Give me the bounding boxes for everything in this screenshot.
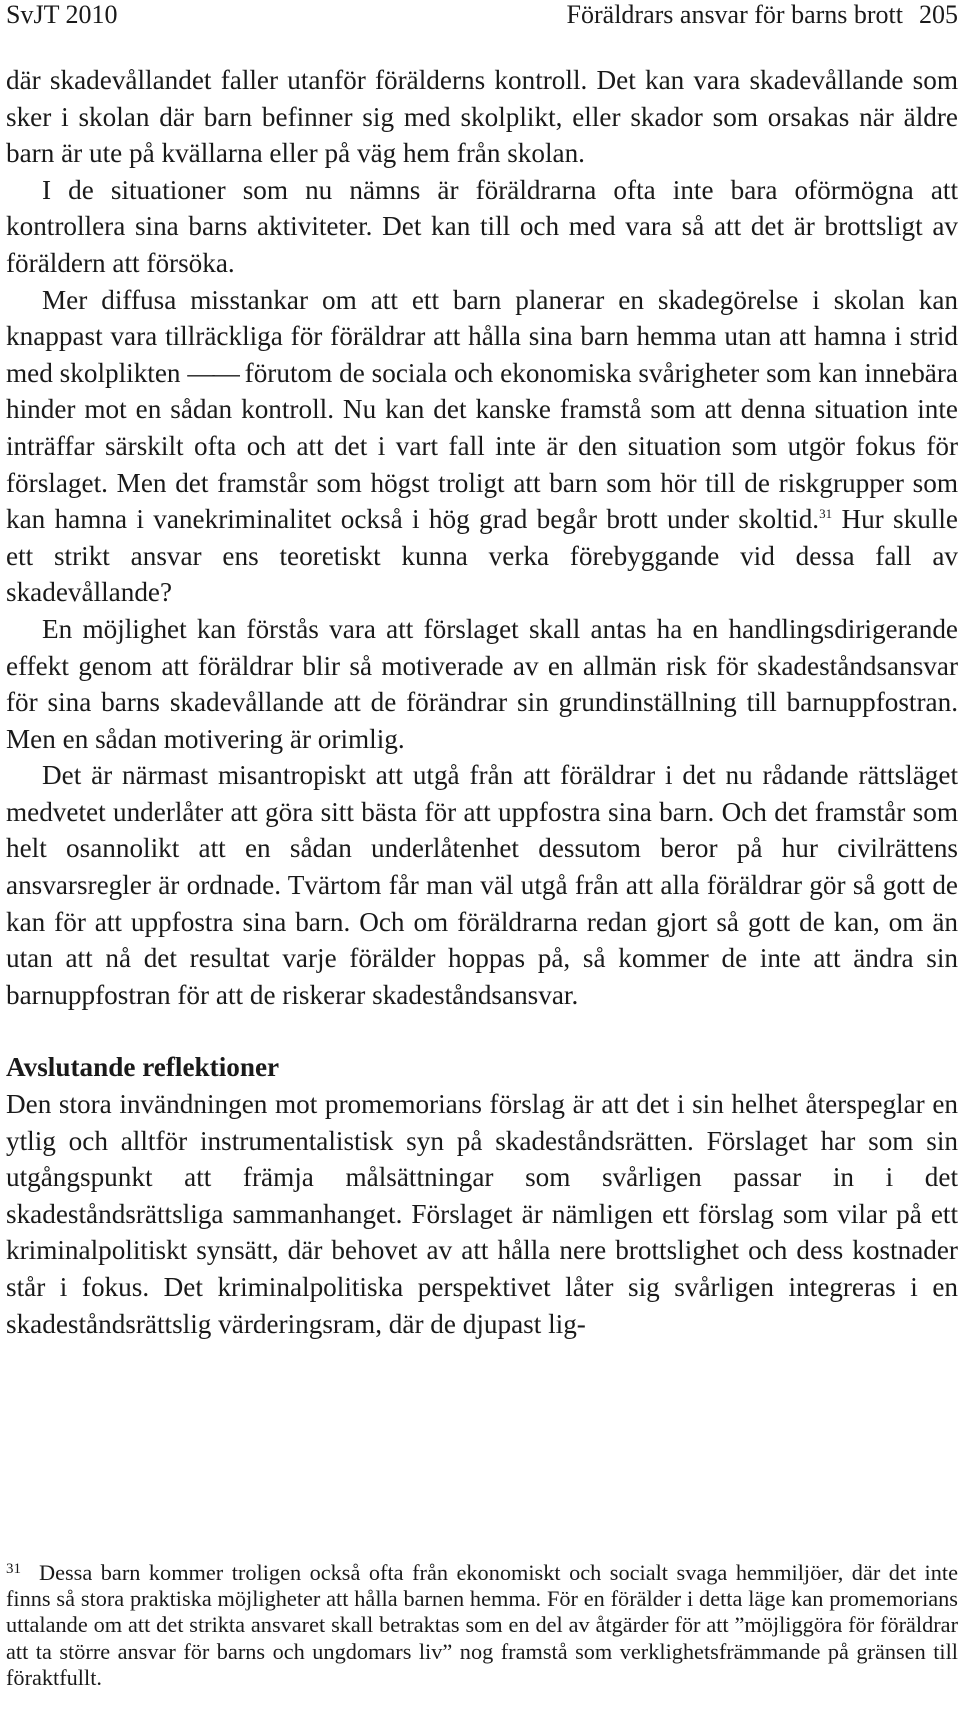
page-number: 205 bbox=[919, 0, 958, 29]
footnote-31 bbox=[6, 1560, 958, 1691]
paragraph-4: En möjlighet kan förstås vara att förslaget skall antas ha en handlingsdirigerande effekt genom att föräldrar blir så motiverade av en allmän risk för skadeståndsansvar för sina barns skadevållande att de förändrar sin grundinställning till barnuppfostran. Men en sådan motivering är orimlig. bbox=[6, 613, 958, 754]
running-head bbox=[6, 0, 958, 30]
paragraph-3-part-a: Mer diffusa misstankar om att ett barn planerar en skadegörelse i skolan kan knappast vara tillräckliga för föräldrar att hålla sina barn hemma utan att hamna i strid med skolplikten bbox=[6, 284, 958, 388]
footnotes bbox=[6, 1560, 958, 1691]
paragraph-5: Det är närmast misantropiskt att utgå från att föräldrar i det nu rådande rättsläget medvetet underlåter att göra sitt bästa för att uppfostra sina barn. Och det framstår som helt osannolikt att en sådan underlåtenhet dessutom beror på hur civilrättens ansvarsregler är ordnade. Tvärtom får man väl utgå från att alla föräldrar gör så gott de kan för att uppfostra sina barn. Och om föräldrarna redan gjort så gott de kan, om än utan att nå det resultat varje förälder hoppas på, så kommer de inte att ändra sin barnuppfostran för att de riskerar skadeståndsansvar. bbox=[6, 760, 958, 1010]
section-heading: Avslutande reflektioner bbox=[6, 1052, 280, 1083]
em-dash: —— bbox=[187, 357, 238, 388]
footnote-number: 31 bbox=[6, 1561, 21, 1577]
footnote-text: Dessa barn kommer troligen också ofta från ekonomiskt och socialt svaga hemmiljöer, där det inte finns så stora praktiska möjligheter att hålla barnen hemma. För en förälder i detta läge kan promemorians uttalande om att det strikta ansvaret skall betraktas som en del av åtgärder för att ”möjliggöra för föräldrar att ta större ansvar för barns och ungdomars liv” nog framstå som verklighetsfrämmande på gränsen till föraktfullt. bbox=[6, 1560, 958, 1690]
paragraph-6: Den stora invändningen mot promemorians förslag är att det i sin helhet återspeglar en ytlig och alltför instrumentalistisk syn på skadeståndsrätten. Förslaget har som sin utgångspunkt att främja målsättningar som svårligen passar in i det skadeståndsrättsliga sammanhanget. Förslaget är nämligen ett förslag som vilar på ett kriminalpolitiskt synsätt, där behovet av att hålla nere brottslighet och dess kostnader står i fokus. Det kriminalpolitiska perspektivet låter sig svårligen integreras i en skadeståndsrättslig värderingsram, där de djupast lig- bbox=[6, 1089, 958, 1339]
body-text bbox=[6, 62, 958, 1342]
paragraph-1: där skadevållandet faller utanför förälderns kontroll. Det kan vara skadevållande som sker i skolan där barn befinner sig med skolplikt, eller skador som orsakas när äldre barn är ute på kvällarna eller på väg hem från skolan. bbox=[6, 65, 958, 169]
article-title: Föräldrars ansvar för barns brott bbox=[566, 0, 903, 29]
paragraph-3-part-b: förutom de sociala och ekonomiska svårigheter som kan innebära hinder mot en sådan kontroll. Nu kan det kanske framstå som att denna situation inte inträffar särskilt ofta och att det i vart fall inte är den situation som utgör fokus för förslaget. Men det framstår som högst troligt att barn som hör till de riskgrupper som kan hamna i vanekriminalitet också i hög grad begår brott under skoltid. bbox=[6, 357, 958, 535]
footnote-reference[interactable]: 31 bbox=[819, 506, 833, 522]
running-head-right bbox=[567, 0, 958, 30]
paragraph-2: I de situationer som nu nämns är föräldrarna ofta inte bara oförmögna att kontrollera sina barns aktiviteter. Det kan till och med vara så att det är brottsligt av föräldern att försöka. bbox=[6, 174, 958, 278]
paragraph-3-part-c: Hur skulle ett strikt ansvar ens teoretiskt kunna verka förebyggande vid dessa fall av skadevållande? bbox=[6, 504, 958, 608]
journal-name: SvJT 2010 bbox=[6, 0, 118, 29]
page bbox=[6, 0, 958, 1342]
paragraph-3 bbox=[6, 282, 958, 611]
